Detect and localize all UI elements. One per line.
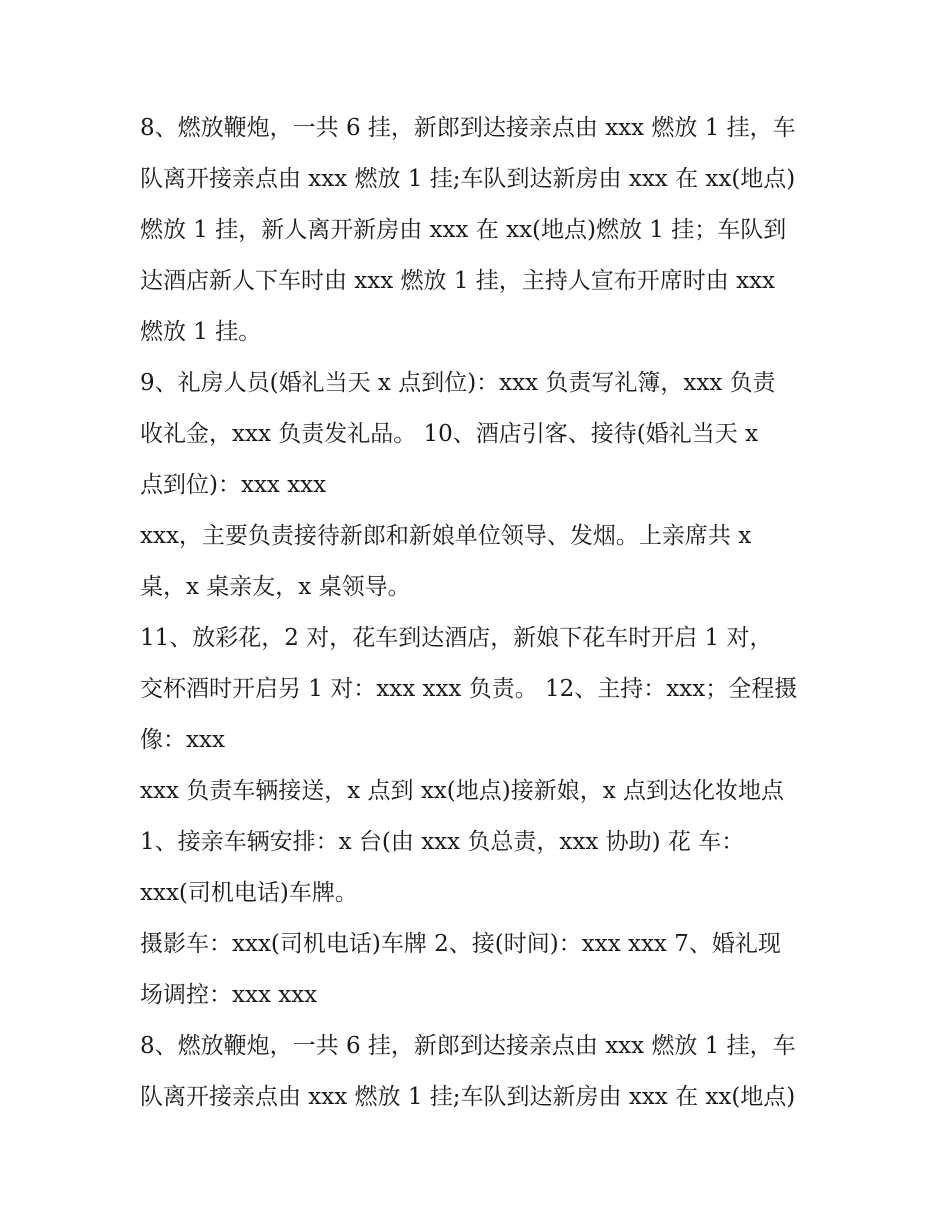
text-line: 队离开接亲点由 xxx 燃放 1 挂;车队到达新房由 xxx 在 xx(地点) — [140, 1084, 796, 1110]
document-body — [140, 103, 820, 1123]
text-line: 交杯酒时开启另 1 对：xxx xxx 负责。 12、主持：xxx；全程摄 — [140, 676, 798, 702]
text-line: 1、接亲车辆安排：x 台(由 xxx 负总责，xxx 协助) 花 车： — [140, 829, 745, 855]
text-line: 场调控：xxx xxx — [140, 982, 318, 1008]
text-line: 11、放彩花，2 对，花车到达酒店，新娘下花车时开启 1 对， — [140, 625, 773, 651]
text-line: 燃放 1 挂，新人离开新房由 xxx 在 xx(地点)燃放 1 挂；车队到 — [140, 217, 787, 243]
text-line: xxx 负责车辆接送，x 点到 xx(地点)接新娘，x 点到达化妆地点 — [140, 778, 784, 804]
text-line: 燃放 1 挂。 — [140, 319, 262, 345]
text-line: 收礼金，xxx 负责发礼品。 10、酒店引客、接待(婚礼当天 x — [140, 421, 759, 447]
text-line: 达酒店新人下车时由 xxx 燃放 1 挂，主持人宣布开席时由 xxx — [140, 268, 776, 294]
text-line: xxx，主要负责接待新郎和新娘单位领导、发烟。上亲席共 x — [140, 523, 752, 549]
text-line: 8、燃放鞭炮，一共 6 挂，新郎到达接亲点由 xxx 燃放 1 挂，车 — [140, 115, 796, 141]
text-line: 桌，x 桌亲友，x 桌领导。 — [140, 574, 411, 600]
text-line: xxx(司机电话)车牌。 — [140, 880, 358, 906]
text-line: 8、燃放鞭炮，一共 6 挂，新郎到达接亲点由 xxx 燃放 1 挂，车 — [140, 1033, 796, 1059]
text-line: 队离开接亲点由 xxx 燃放 1 挂;车队到达新房由 xxx 在 xx(地点) — [140, 166, 796, 192]
text-line: 点到位)：xxx xxx — [140, 472, 327, 498]
text-line: 像：xxx — [140, 727, 225, 753]
text-line: 9、礼房人员(婚礼当天 x 点到位)：xxx 负责写礼簿，xxx 负责 — [140, 370, 776, 396]
text-line: 摄影车：xxx(司机电话)车牌 2、接(时间)：xxx xxx 7、婚礼现 — [140, 931, 781, 957]
